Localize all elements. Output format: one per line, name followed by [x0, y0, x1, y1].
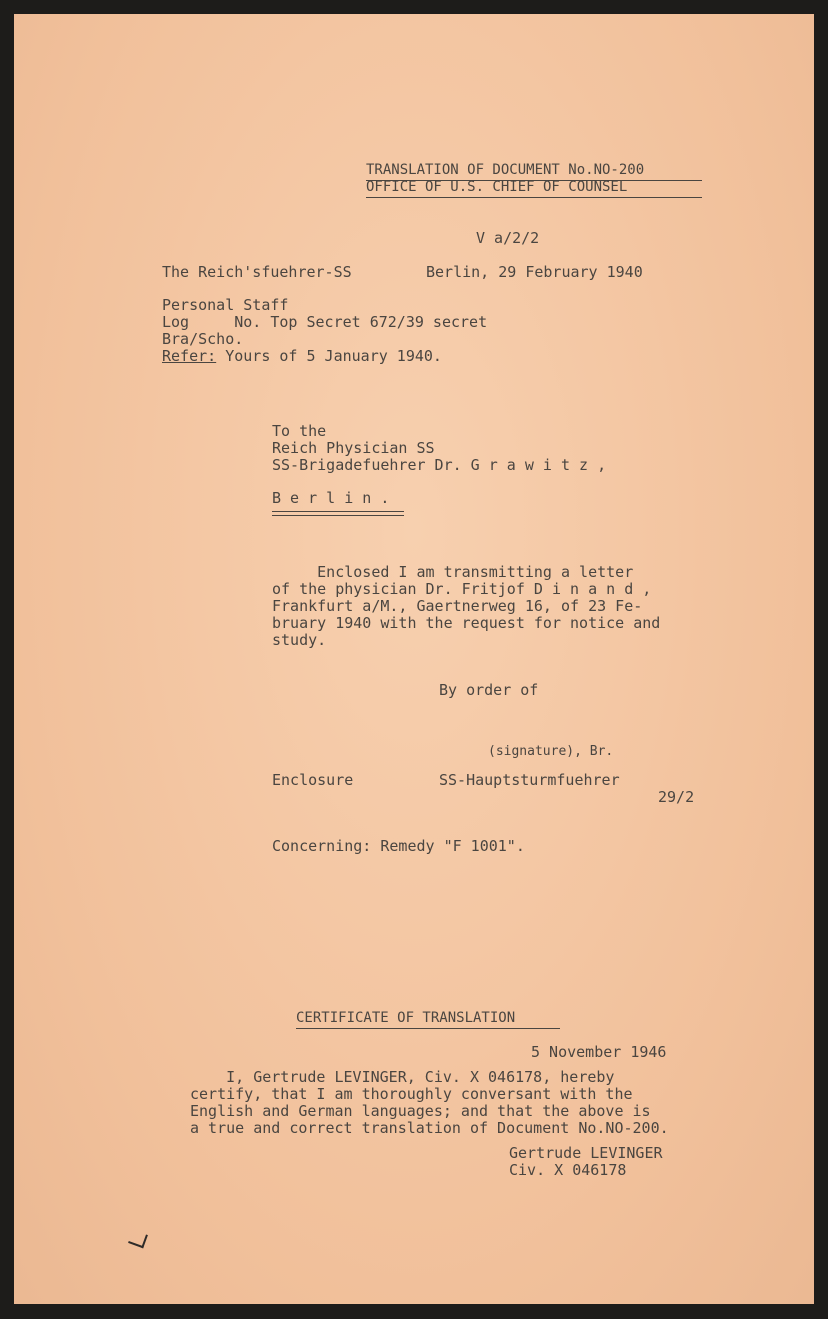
body-line-2: of the physician Dr. Fritjof D i n a n d , — [272, 580, 652, 598]
body-line-3: Frankfurt a/M., Gaertnerweg 16, of 23 Fe- — [272, 597, 643, 615]
translator-civ: Civ. X 046178 — [509, 1161, 627, 1179]
certificate-line-3: English and German languages; and that the above is — [190, 1102, 651, 1120]
log-line: Log No. Top Secret 672/39 secret — [162, 313, 488, 331]
enclosure-label: Enclosure — [272, 771, 354, 789]
sender: The Reich'sfuehrer-SS — [162, 263, 352, 281]
certificate-line-2: certify, that I am thoroughly conversant with the — [190, 1085, 633, 1103]
city-double-underline — [272, 511, 404, 516]
header-office-line: OFFICE OF U.S. CHIEF OF COUNSEL — [366, 179, 628, 195]
certificate-line-1: I, Gertrude LEVINGER, Civ. X 046178, hereby — [190, 1068, 615, 1086]
certificate-date: 5 November 1946 — [531, 1043, 667, 1061]
concerning-line: Concerning: Remedy "F 1001". — [272, 837, 525, 855]
certificate-title: CERTIFICATE OF TRANSLATION — [296, 1010, 516, 1026]
initials-line: Bra/Scho. — [162, 330, 244, 348]
place-date: Berlin, 29 February 1940 — [426, 263, 643, 281]
refer-line — [162, 348, 442, 365]
pen-mark — [128, 1230, 148, 1249]
addressee-name: SS-Brigadefuehrer Dr. G r a w i t z , — [272, 456, 607, 474]
header-translation-line: TRANSLATION OF DOCUMENT No.NO-200 — [366, 162, 645, 178]
addressee-title: Reich Physician SS — [272, 439, 435, 457]
certificate-underline — [296, 1028, 560, 1029]
file-reference: V a/2/2 — [476, 229, 540, 247]
addressee-to: To the — [272, 422, 327, 440]
body-line-5: study. — [272, 631, 327, 649]
staff-line: Personal Staff — [162, 296, 289, 314]
addressee-city: B e r l i n . — [272, 489, 390, 507]
body-line-4: bruary 1940 with the request for notice and — [272, 614, 661, 632]
by-order-of: By order of — [439, 681, 539, 699]
body-line-1: Enclosed I am transmitting a letter — [272, 563, 634, 581]
header-underline-2 — [366, 197, 702, 198]
signature-note: (signature), Br. — [488, 744, 614, 759]
document-page — [14, 14, 814, 1304]
refer-label: Refer: — [162, 347, 217, 365]
date-note: 29/2 — [658, 788, 695, 806]
signer-rank: SS-Hauptsturmfuehrer — [439, 771, 620, 789]
translator-name: Gertrude LEVINGER — [509, 1144, 663, 1162]
refer-text: Yours of 5 January 1940. — [216, 347, 442, 365]
certificate-line-4: a true and correct translation of Document No.NO-200. — [190, 1119, 669, 1137]
